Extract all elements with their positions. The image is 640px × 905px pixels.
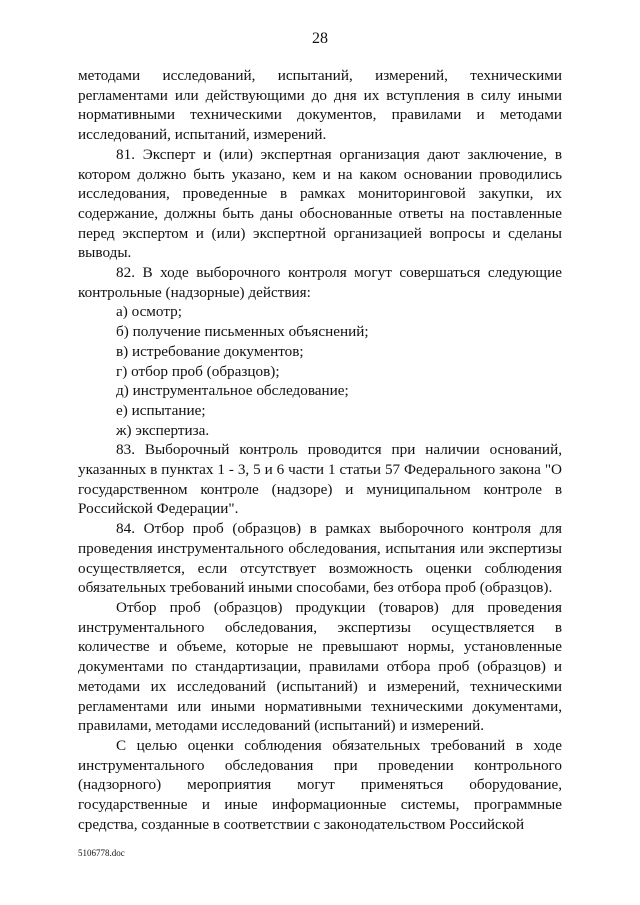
paragraph-84-sampling: Отбор проб (образцов) продукции (товаров) для проведения инструментального обследования, экспертизы осуществляется в количестве и объеме, которые не превышают нормы, установленные документами по стандартизации, правилами отбора проб (образцов) и методами их исследований (испытаний) и измерений, техническими регламентами или иными нормативными техническими документами, правилами, методами исследований (испытаний) и измерений. (78, 598, 562, 735)
list-82 (78, 302, 562, 440)
paragraph-81: 81. Эксперт и (или) экспертная организация дают заключение, в котором должно быть указано, кем и на каком основании проводились исследования, проведенные в рамках мониторинговой закупки, их содержание, должны быть даны обоснованные ответы на поставленные перед экспертом и (или) экспертной организацией вопросы и сделаны выводы. (78, 145, 562, 262)
page-number: 28 (312, 30, 328, 47)
paragraph-83: 83. Выборочный контроль проводится при наличии оснований, указанных в пунктах 1 - 3, 5 и 6 части 1 статьи 57 Федерального закона "О государственном контроле (надзоре) и муниципальном контроле в Российской Федерации". (78, 441, 562, 518)
list-item: в) истребование документов; (116, 342, 304, 360)
list-item: а) осмотр; (116, 303, 182, 321)
paragraph-84-assessment: С целью оценки соблюдения обязательных требований в ходе инструментального обследования при проведении контрольного (надзорного) мероприятия могут применяться оборудование, государственные и иные информационные системы, программные средства, созданные в соответствии с законодательством Российской (78, 736, 562, 833)
footer-filename: 5106778.doc (78, 848, 125, 858)
list-item: д) инструментальное обследование; (116, 382, 349, 400)
list-item: б) получение письменных объяснений; (116, 323, 369, 341)
list-item: е) испытание; (116, 401, 206, 419)
document-body (78, 66, 562, 834)
paragraph-84: 84. Отбор проб (образцов) в рамках выборочного контроля для проведения инструментального обследования, испытания или экспертизы осуществляется, если отсутствует возможность оценки соблюдения обязательных требований иными способами, без отбора проб (образцов). (78, 520, 562, 597)
list-item: ж) экспертиза. (116, 421, 210, 439)
paragraph-82: 82. В ходе выборочного контроля могут совершаться следующие контрольные (надзорные) действия: (78, 264, 562, 301)
paragraph-continuation: методами исследований, испытаний, измерений, техническими регламентами или действующими до дня их вступления в силу иными нормативными техническими документов, правилами и методами исследований, испытаний, измерений. (78, 67, 562, 144)
list-item: г) отбор проб (образцов); (116, 362, 280, 380)
